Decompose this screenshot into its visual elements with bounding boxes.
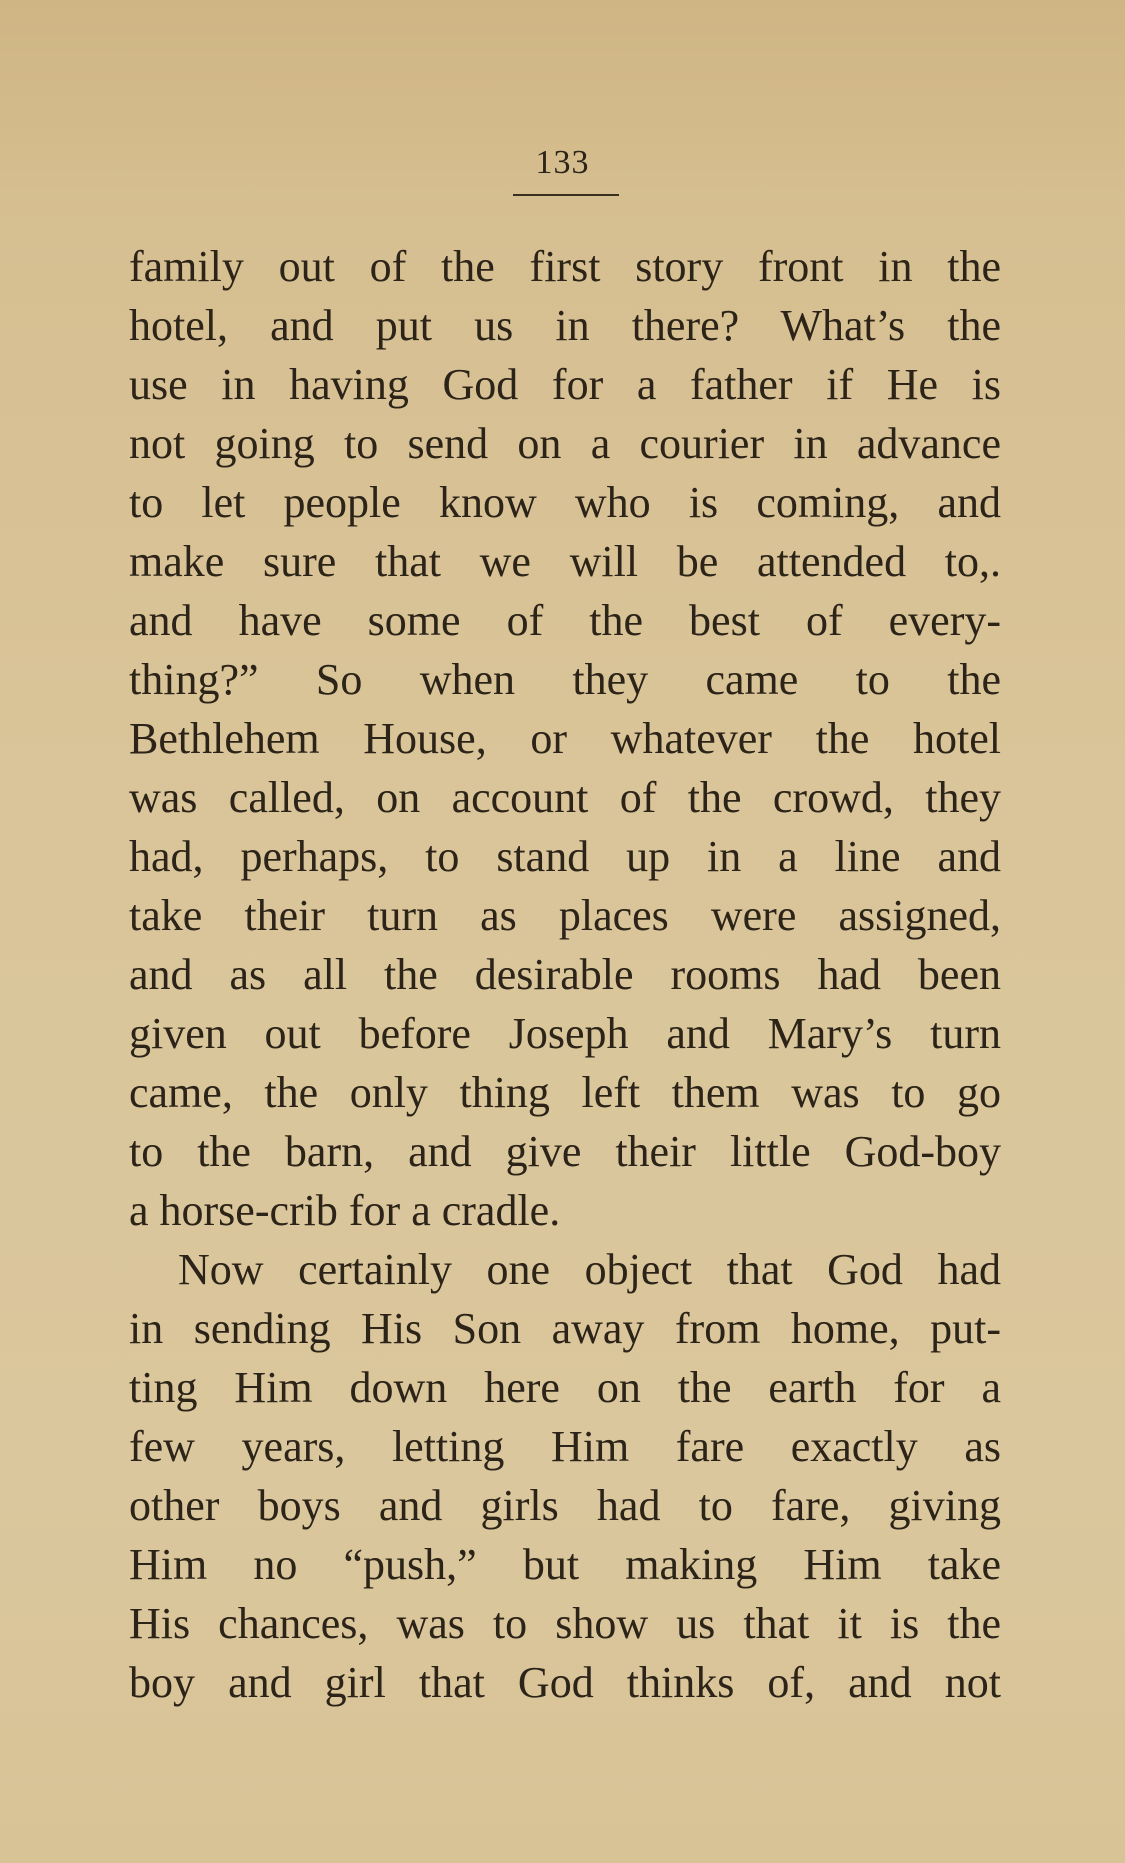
text-line: a horse-crib for a cradle. bbox=[129, 1186, 561, 1235]
text-line: had, perhaps, to stand up in a line and bbox=[129, 832, 1001, 881]
text-line: and as all the desirable rooms had been bbox=[129, 950, 1001, 999]
text-line: few years, letting Him fare exactly as bbox=[129, 1422, 1001, 1471]
paragraph-1 bbox=[129, 237, 1001, 1240]
text-line: ting Him down here on the earth for a bbox=[129, 1363, 1001, 1412]
text-line: use in having God for a father if He is bbox=[129, 360, 1001, 409]
text-line: not going to send on a courier in advance bbox=[129, 419, 1001, 468]
text-line: came, the only thing left them was to go bbox=[129, 1068, 1001, 1117]
text-line: Him no “push,” but making Him take bbox=[129, 1540, 1001, 1589]
text-line: other boys and girls had to fare, giving bbox=[129, 1481, 1001, 1530]
text-line: family out of the first story front in the bbox=[129, 242, 1001, 291]
text-line: take their turn as places were assigned, bbox=[129, 891, 1001, 940]
header-rule bbox=[513, 194, 619, 196]
text-line: thing?” So when they came to the bbox=[129, 655, 1001, 704]
text-line: in sending His Son away from home, put- bbox=[129, 1304, 1001, 1353]
text-line: Now certainly one object that God had bbox=[178, 1245, 1001, 1294]
text-line: was called, on account of the crowd, they bbox=[129, 773, 1001, 822]
text-line: boy and girl that God thinks of, and not bbox=[129, 1658, 1001, 1707]
text-line: given out before Joseph and Mary’s turn bbox=[129, 1009, 1001, 1058]
text-line: Bethlehem House, or whatever the hotel bbox=[129, 714, 1001, 763]
text-line: hotel, and put us in there? What’s the bbox=[129, 301, 1001, 350]
text-line: and have some of the best of every- bbox=[129, 596, 1001, 645]
body-text bbox=[129, 237, 1001, 1712]
text-line: to let people know who is coming, and bbox=[129, 478, 1001, 527]
text-line: His chances, was to show us that it is the bbox=[129, 1599, 1001, 1648]
paragraph-2 bbox=[129, 1240, 1001, 1712]
text-line: make sure that we will be attended to,. bbox=[129, 537, 1001, 586]
page-number: 133 bbox=[535, 144, 590, 181]
text-line: to the barn, and give their little God-boy bbox=[129, 1127, 1001, 1176]
